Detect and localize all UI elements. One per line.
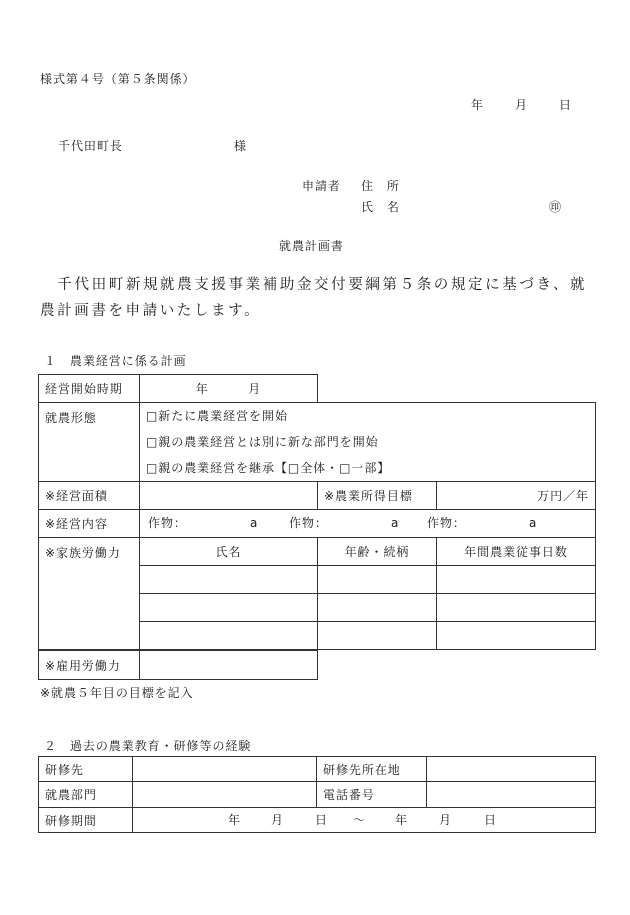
address-label: 住 所 (361, 179, 400, 193)
period-end-day: 日 (484, 813, 497, 827)
period-start-year: 年 (228, 813, 241, 827)
period-start-day: 日 (315, 813, 328, 827)
phone-label: 電話番号 (317, 782, 427, 808)
phone-value[interactable] (427, 782, 596, 808)
start-month-unit: 月 (248, 382, 262, 396)
period-start-month: 月 (271, 813, 284, 827)
family-header-days: 年間農業従事日数 (437, 538, 596, 566)
form-number: 様式第４号（第５条関係） (40, 72, 196, 86)
option-new-start[interactable]: □新たに農業経営を開始 (146, 409, 288, 423)
training-place-value[interactable] (133, 757, 317, 782)
crop2-unit: a (391, 516, 400, 530)
family-row2-age[interactable] (318, 594, 437, 622)
department-value[interactable] (133, 782, 317, 808)
note-text: ※就農５年目の目標を記入 (40, 686, 194, 700)
start-year-unit: 年 (195, 382, 209, 396)
hired-labor-table (38, 650, 318, 680)
family-row3-days[interactable] (437, 622, 596, 650)
crop2-label: 作物： (289, 516, 328, 530)
option-inherit[interactable]: □親の農業経営を継承【□全体・□一部】 (146, 461, 391, 475)
document-title: 就農計画書 (279, 239, 344, 253)
family-header-age: 年齢・続柄 (318, 538, 437, 566)
family-row3-age[interactable] (318, 622, 437, 650)
seal-mark: ㊞ (549, 200, 562, 214)
period-end-month: 月 (439, 813, 452, 827)
area-value[interactable] (140, 482, 318, 510)
start-period-value[interactable] (140, 375, 318, 403)
content-crops[interactable] (140, 510, 596, 538)
training-location-value[interactable] (427, 757, 596, 782)
section1-heading: １ 農業経営に係る計画 (44, 354, 187, 368)
date-day: 日 (559, 98, 572, 112)
crop1-unit: a (250, 516, 259, 530)
farming-type-options (140, 403, 596, 482)
start-period-table (38, 374, 318, 403)
body-paragraph: 千代田町新規就農支援事業補助金交付要綱第５条の規定に基づき、就農計画書を申請いたします。 (40, 277, 588, 319)
period-tilde: ～ (353, 813, 366, 827)
family-row2-name[interactable] (140, 594, 318, 622)
date-year: 年 (471, 98, 484, 112)
farming-type-label: 就農形態 (39, 403, 140, 482)
area-label: ※経営面積 (39, 482, 140, 510)
income-label: ※農業所得目標 (318, 482, 437, 510)
family-row3-name[interactable] (140, 622, 318, 650)
option-new-division[interactable]: □親の農業経営とは別に新な部門を開始 (146, 435, 379, 449)
start-period-label: 経営開始時期 (39, 375, 140, 403)
name-label: 氏 名 (361, 200, 400, 214)
addressee-honorific: 様 (234, 139, 247, 153)
plan-table (38, 402, 596, 650)
period-end-year: 年 (395, 813, 408, 827)
date-month: 月 (515, 98, 528, 112)
income-value[interactable] (437, 482, 596, 510)
period-value[interactable] (133, 808, 596, 833)
family-row1-days[interactable] (437, 566, 596, 594)
training-table (38, 756, 596, 833)
family-labor-label: ※家族労働力 (39, 538, 140, 650)
hired-labor-value[interactable] (140, 651, 318, 680)
training-location-label: 研修先所在地 (317, 757, 427, 782)
crop3-unit: a (529, 516, 538, 530)
section2-heading: ２ 過去の農業教育・研修等の経験 (44, 739, 252, 753)
crop1-label: 作物： (148, 516, 187, 530)
department-label: 就農部門 (39, 782, 133, 808)
family-row2-days[interactable] (437, 594, 596, 622)
addressee-name: 千代田町長 (58, 139, 123, 153)
crop3-label: 作物： (427, 516, 466, 530)
training-place-label: 研修先 (39, 757, 133, 782)
hired-labor-label: ※雇用労働力 (39, 651, 140, 680)
applicant-label: 申請者 (302, 179, 341, 193)
family-row1-age[interactable] (318, 566, 437, 594)
content-label: ※経営内容 (39, 510, 140, 538)
family-header-name: 氏名 (140, 538, 318, 566)
family-row1-name[interactable] (140, 566, 318, 594)
period-label: 研修期間 (39, 808, 133, 833)
income-unit: 万円／年 (537, 489, 590, 503)
